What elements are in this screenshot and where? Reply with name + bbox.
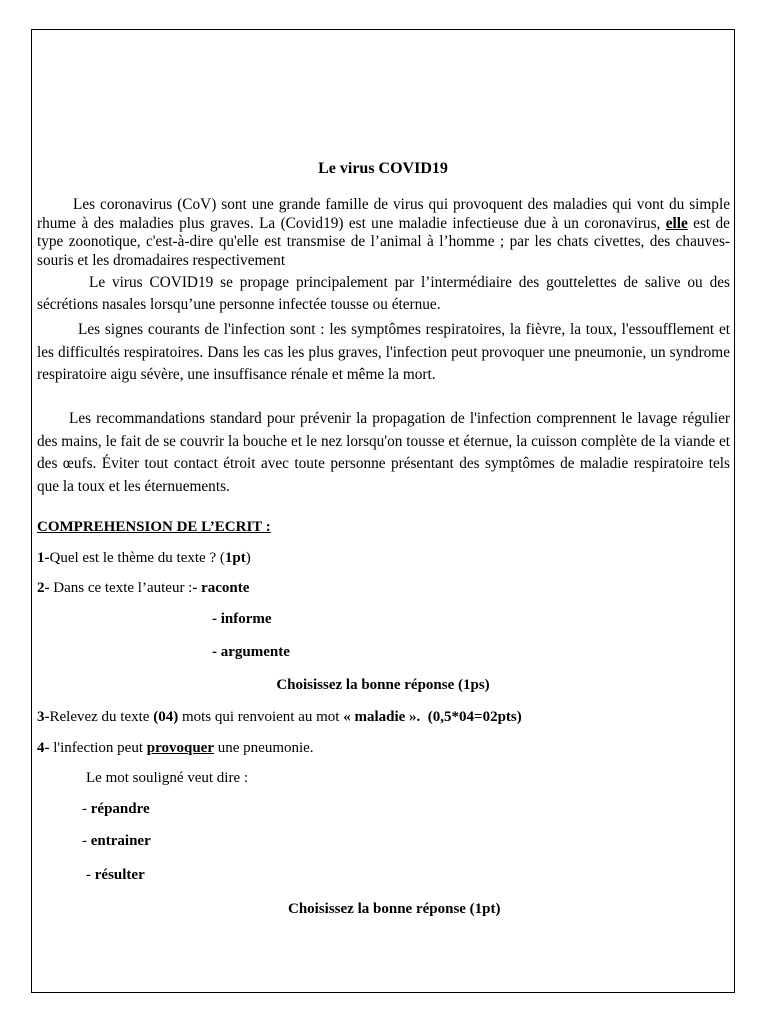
question-4-prompt: Le mot souligné veut dire : [86, 770, 249, 786]
question-3-count: (04) [153, 709, 179, 725]
paragraph-3-text: Les signes courants de l'infection sont : les symptômes respiratoires, la fièvre, la toux, l'essoufflement et les difficultés respiratoires. Dans les cas les plus graves, l'infection peut provoquer une pneumonie, un syndrome respiratoire aigu sévère, une insuffisance rénale et même la mort. [37, 321, 730, 383]
question-1-close: ) [245, 550, 251, 566]
paragraph-2 [37, 272, 730, 316]
question-4-option-1 [82, 801, 150, 818]
question-1-text: Quel est le thème du texte ? ( [49, 550, 225, 566]
question-2-number: 2- [37, 580, 50, 596]
question-1-number: 1- [37, 550, 50, 566]
question-4-text-2: une pneumonie. [214, 740, 314, 756]
comprehension-heading: COMPREHENSION DE L’ECRIT : [37, 519, 271, 535]
question-4 [37, 740, 314, 757]
question-3-word: « maladie ». [343, 709, 421, 725]
paragraph-4-text: Les recommandations standard pour prévenir la propagation de l'infection comprennent le lavage régulier des mains, le fait de se couvrir la bouche et le nez lorsqu'on tousse et éternue, la cuisson complète de la viande et des œufs. Éviter tout contact étroit avec toute personne présentant des symptômes de maladie respiratoire tels que la toux et les éternuements. [37, 410, 730, 495]
question-1-points: 1pt [224, 550, 246, 566]
paragraph-1-before: Les coronavirus (CoV) sont une grande famille de virus qui provoquent des maladies qui vont du simple rhume à des maladies plus graves. La (Covid19) est une maladie infectieuse due à un coronavirus, [37, 196, 730, 232]
document-title: Le virus COVID19 [318, 160, 448, 177]
question-4-number: 4- [37, 740, 50, 756]
paragraph-3 [37, 319, 730, 387]
question-4-instruction: Choisissez la bonne réponse (1pt) [288, 901, 501, 917]
underlined-word-elle: elle [665, 214, 688, 232]
option-1-text: répandre [90, 801, 150, 817]
question-1 [37, 550, 251, 567]
question-4-underlined-word: provoquer [146, 740, 214, 756]
question-3-text-1: Relevez du texte [49, 709, 154, 725]
paragraph-2-text: Le virus COVID19 se propage principalement par l’intermédiaire des gouttelettes de salive ou des sécrétions nasales lorsqu’une personne infectée tousse ou éternue. [37, 274, 730, 313]
option-3-text: résulter [94, 867, 145, 883]
question-2-text: Dans ce texte l’auteur : [49, 580, 193, 596]
option-2-text: entrainer [90, 833, 151, 849]
option-3-dash: - [86, 867, 95, 883]
question-3-text-2: mots qui renvoient au mot [178, 709, 344, 725]
question-3 [37, 709, 522, 726]
question-3-number: 3- [37, 709, 50, 725]
question-4-option-3 [86, 867, 145, 884]
question-2-option-3: - argumente [212, 644, 290, 660]
paragraph-1 [37, 196, 730, 270]
question-3-points: (0,5*04=02pts) [427, 709, 522, 725]
question-2 [37, 580, 249, 597]
option-1-dash: - [82, 801, 91, 817]
question-2-option-1: - raconte [192, 580, 250, 596]
paragraph-1-after: est de type zoonotique, c'est-à-dire qu'elle est transmise de l’animal à l’homme ; par les chats civettes, des chauves- souris et les dromadaires respectivement [37, 214, 730, 269]
question-4-option-2 [82, 833, 151, 850]
question-4-text-1: l'infection peut [49, 740, 147, 756]
option-2-dash: - [82, 833, 91, 849]
paragraph-4 [37, 408, 730, 498]
question-2-instruction: Choisissez la bonne réponse (1ps) [276, 677, 490, 693]
question-2-option-2: - informe [212, 611, 272, 627]
